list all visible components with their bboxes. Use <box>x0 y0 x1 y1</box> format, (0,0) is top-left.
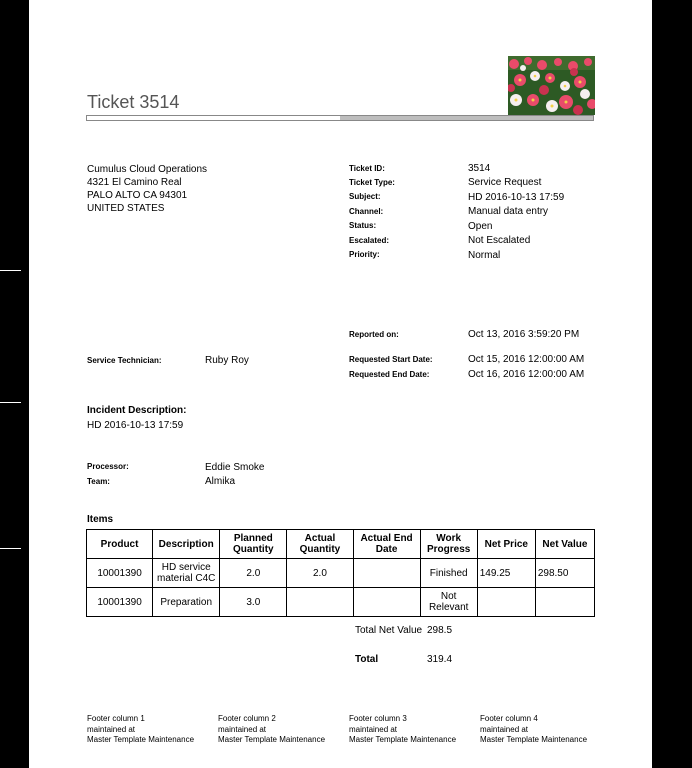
total-label: Total <box>355 654 379 665</box>
priority-value: Normal <box>468 250 501 261</box>
table-cell <box>287 588 353 617</box>
footer-line: Footer column 1 <box>87 714 145 723</box>
address-line: UNITED STATES <box>87 203 165 214</box>
footer-line: Footer column 4 <box>480 714 538 723</box>
ticket-id-label: Ticket ID: <box>349 164 385 173</box>
page-title: Ticket 3514 <box>87 92 180 112</box>
column-header: Product <box>87 530 153 559</box>
technician-label: Service Technician: <box>87 356 162 365</box>
footer-column-1 <box>87 714 194 746</box>
table-cell: 2.0 <box>220 559 287 588</box>
subject-label: Subject: <box>349 192 381 201</box>
footer-line: Master Template Maintenance <box>87 735 195 744</box>
total-value: 319.4 <box>427 654 453 665</box>
requested-end-value: Oct 16, 2016 12:00:00 AM <box>468 369 585 380</box>
escalated-value: Not Escalated <box>468 235 531 246</box>
footer-column-2 <box>218 714 325 746</box>
footer-line: Footer column 3 <box>349 714 407 723</box>
table-cell: 149.25 <box>477 559 535 588</box>
requested-start-value: Oct 15, 2016 12:00:00 AM <box>468 354 585 365</box>
table-row <box>87 588 595 617</box>
processor-label: Processor: <box>87 462 129 471</box>
margin-mark <box>0 270 21 271</box>
column-header: Work Progress <box>420 530 477 559</box>
column-header: Description <box>153 530 220 559</box>
priority-label: Priority: <box>349 250 380 259</box>
subject-value: HD 2016-10-13 17:59 <box>468 192 565 203</box>
margin-mark <box>0 402 21 403</box>
channel-value: Manual data entry <box>468 206 549 217</box>
team-value: Almika <box>205 476 236 487</box>
table-cell: 3.0 <box>220 588 287 617</box>
table-cell: 10001390 <box>87 588 153 617</box>
footer-line: Footer column 2 <box>218 714 276 723</box>
footer-column-3 <box>349 714 456 746</box>
total-net-value: 298.5 <box>427 625 453 636</box>
total-net-value-label: Total Net Value <box>355 625 423 636</box>
footer-line: maintained at <box>349 724 398 734</box>
column-header: Net Price <box>477 530 535 559</box>
technician-value: Ruby Roy <box>205 355 249 366</box>
footer-line: Master Template Maintenance <box>349 735 457 744</box>
ticket-type-label: Ticket Type: <box>349 178 395 187</box>
status-value: Open <box>468 221 493 232</box>
channel-label: Channel: <box>349 207 384 216</box>
team-label: Team: <box>87 477 110 486</box>
footer-line: maintained at <box>480 724 529 734</box>
incident-heading: Incident Description: <box>87 405 187 416</box>
escalated-label: Escalated: <box>349 236 390 245</box>
column-header: Planned Quantity <box>220 530 287 559</box>
requested-end-label: Requested End Date: <box>349 370 430 379</box>
ticket-type-value: Service Request <box>468 177 542 188</box>
table-header-row <box>87 530 595 559</box>
table-cell: 298.50 <box>535 559 594 588</box>
status-label: Status: <box>349 221 377 230</box>
reported-on-label: Reported on: <box>349 330 399 339</box>
processor-value: Eddie Smoke <box>205 462 265 473</box>
table-cell <box>353 588 420 617</box>
footer-line: maintained at <box>87 724 136 734</box>
table-cell: Preparation <box>153 588 220 617</box>
address-line: PALO ALTO CA 94301 <box>87 190 188 201</box>
header-flower-photo <box>508 56 595 115</box>
items-table <box>86 529 595 617</box>
ticket-id-value: 3514 <box>468 163 491 174</box>
column-header: Actual End Date <box>353 530 420 559</box>
table-cell <box>353 559 420 588</box>
table-cell: 2.0 <box>287 559 353 588</box>
footer-line: Master Template Maintenance <box>218 735 326 744</box>
column-header: Net Value <box>535 530 594 559</box>
table-cell <box>477 588 535 617</box>
table-cell <box>535 588 594 617</box>
reported-on-value: Oct 13, 2016 3:59:20 PM <box>468 329 580 340</box>
items-heading: Items <box>87 514 114 525</box>
document-page <box>29 0 652 768</box>
footer-column-4 <box>480 714 587 746</box>
table-cell: Not Relevant <box>420 588 477 617</box>
table-row <box>87 559 595 588</box>
margin-mark <box>0 548 21 549</box>
title-rule <box>86 115 594 121</box>
column-header: Actual Quantity <box>287 530 353 559</box>
table-cell: Finished <box>420 559 477 588</box>
address-line: Cumulus Cloud Operations <box>87 164 208 175</box>
customer-address <box>87 163 207 215</box>
requested-start-label: Requested Start Date: <box>349 355 433 364</box>
table-cell: HD service material C4C <box>153 559 220 588</box>
footer-line: Master Template Maintenance <box>480 735 588 744</box>
footer-line: maintained at <box>218 724 267 734</box>
incident-value: HD 2016-10-13 17:59 <box>87 420 184 431</box>
table-cell: 10001390 <box>87 559 153 588</box>
address-line: 4321 El Camino Real <box>87 177 182 188</box>
